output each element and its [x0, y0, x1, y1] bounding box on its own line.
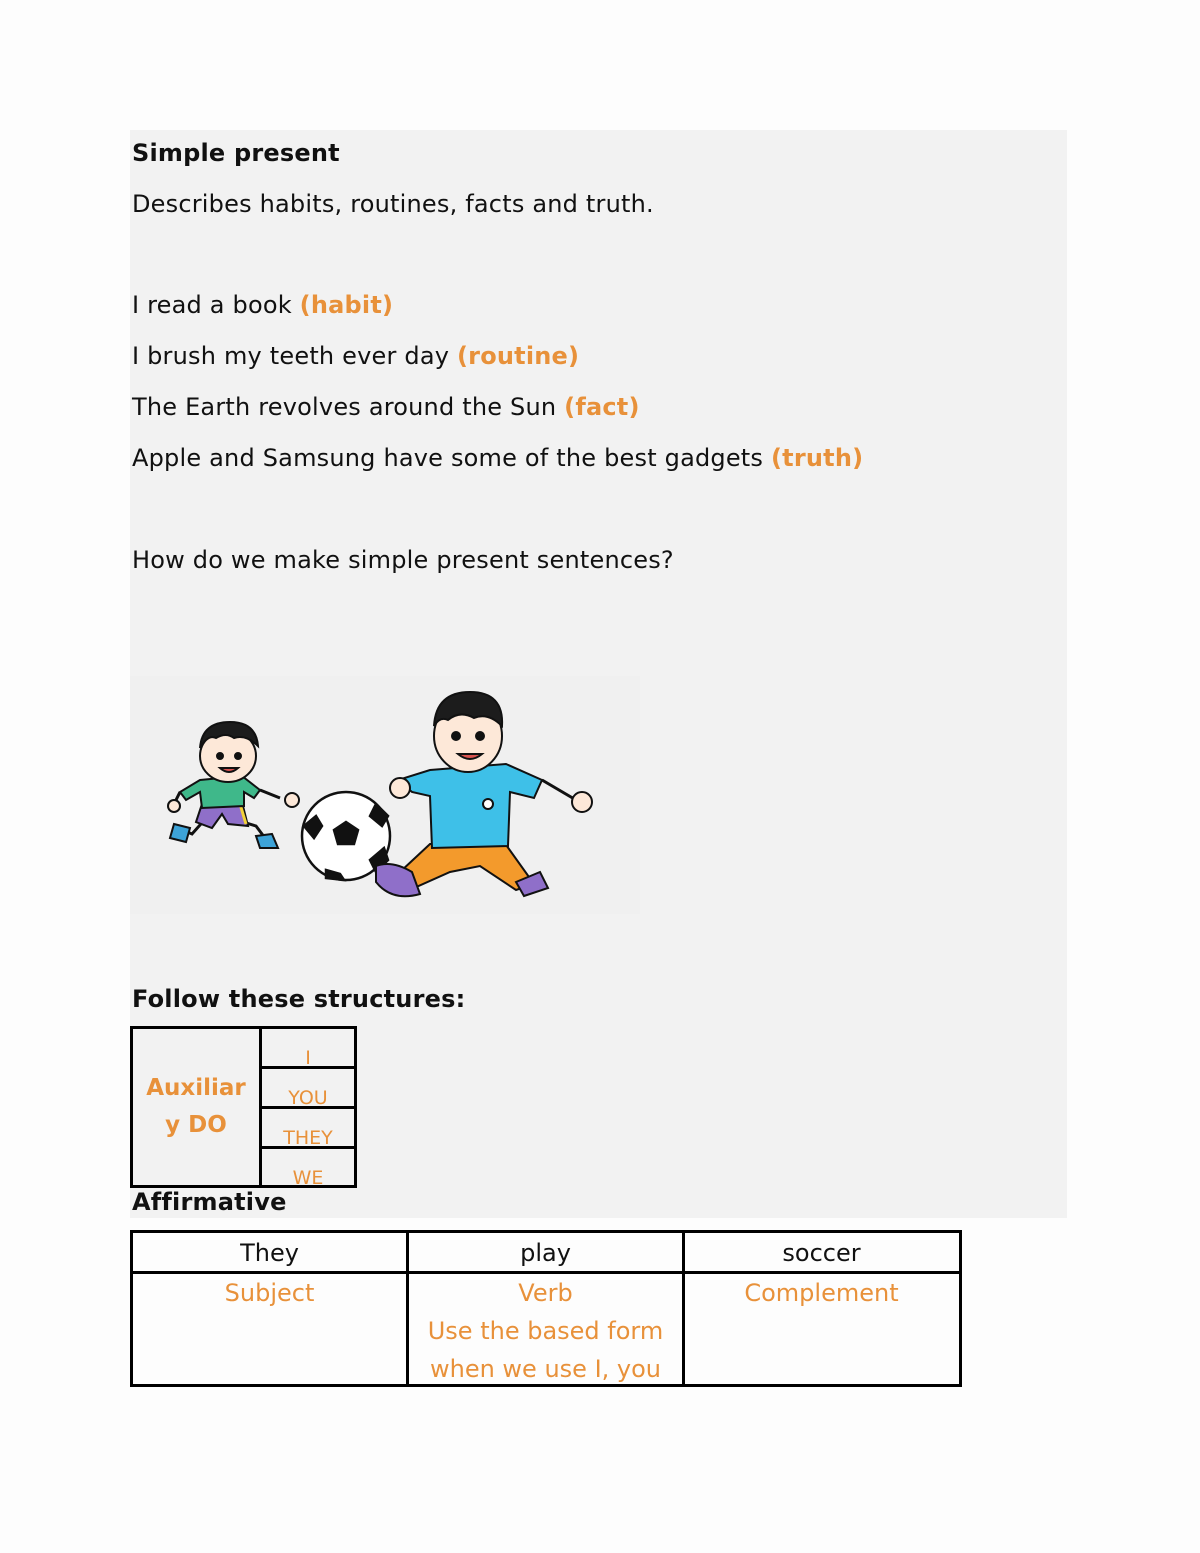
- pronoun-we: WE: [292, 1167, 324, 1189]
- pronoun-they: THEY: [283, 1127, 333, 1149]
- pronoun-i: I: [305, 1047, 311, 1069]
- pronoun-cell: [262, 1029, 354, 1069]
- example-tag: (fact): [564, 393, 640, 421]
- example-routine: [132, 342, 579, 370]
- cell-verb-note: when we use I, you: [429, 1355, 661, 1383]
- pronoun-cell: [262, 1109, 354, 1149]
- affirmative-table: [130, 1230, 962, 1387]
- cell-complement-example: soccer: [782, 1239, 861, 1267]
- example-text: Apple and Samsung have some of the best gadgets: [132, 444, 764, 472]
- example-tag: (truth): [770, 444, 864, 472]
- cell-subject-example: They: [240, 1239, 299, 1267]
- example-text: The Earth revolves around the Sun: [132, 393, 557, 421]
- auxiliary-label-line2: y DO: [165, 1112, 227, 1138]
- soccer-image: [130, 676, 640, 914]
- example-text: I read a book: [132, 291, 292, 319]
- example-habit: [132, 291, 393, 319]
- cell-verb-example: play: [520, 1239, 571, 1267]
- cell-complement-label: Complement: [744, 1279, 899, 1307]
- auxiliary-label-line1: Auxiliar: [146, 1075, 246, 1101]
- description: Describes habits, routines, facts and truth.: [132, 190, 654, 218]
- big-boy: [376, 692, 592, 896]
- example-fact: [132, 393, 640, 421]
- auxiliary-label: [133, 1029, 262, 1185]
- pronoun-cell: [262, 1069, 354, 1109]
- question: How do we make simple present sentences?: [132, 546, 674, 574]
- small-boy: [168, 722, 299, 848]
- cell-subject-label: Subject: [224, 1279, 315, 1307]
- example-tag: (routine): [456, 342, 580, 370]
- example-truth: [132, 444, 863, 472]
- row-divider: [133, 1271, 959, 1274]
- page-title: Simple present: [132, 139, 340, 167]
- auxiliary-table: [130, 1026, 357, 1188]
- pronoun-you: YOU: [288, 1087, 328, 1109]
- structures-heading: Follow these structures:: [132, 985, 466, 1013]
- kids-playing-soccer-illustration: [130, 676, 640, 914]
- cell-verb-note: Use the based form: [427, 1317, 664, 1345]
- pronoun-cell: [262, 1149, 354, 1189]
- cell-verb-label: Verb: [518, 1279, 573, 1307]
- affirmative-heading: Affirmative: [132, 1188, 287, 1216]
- example-tag: (habit): [299, 291, 394, 319]
- example-text: I brush my teeth ever day: [132, 342, 450, 370]
